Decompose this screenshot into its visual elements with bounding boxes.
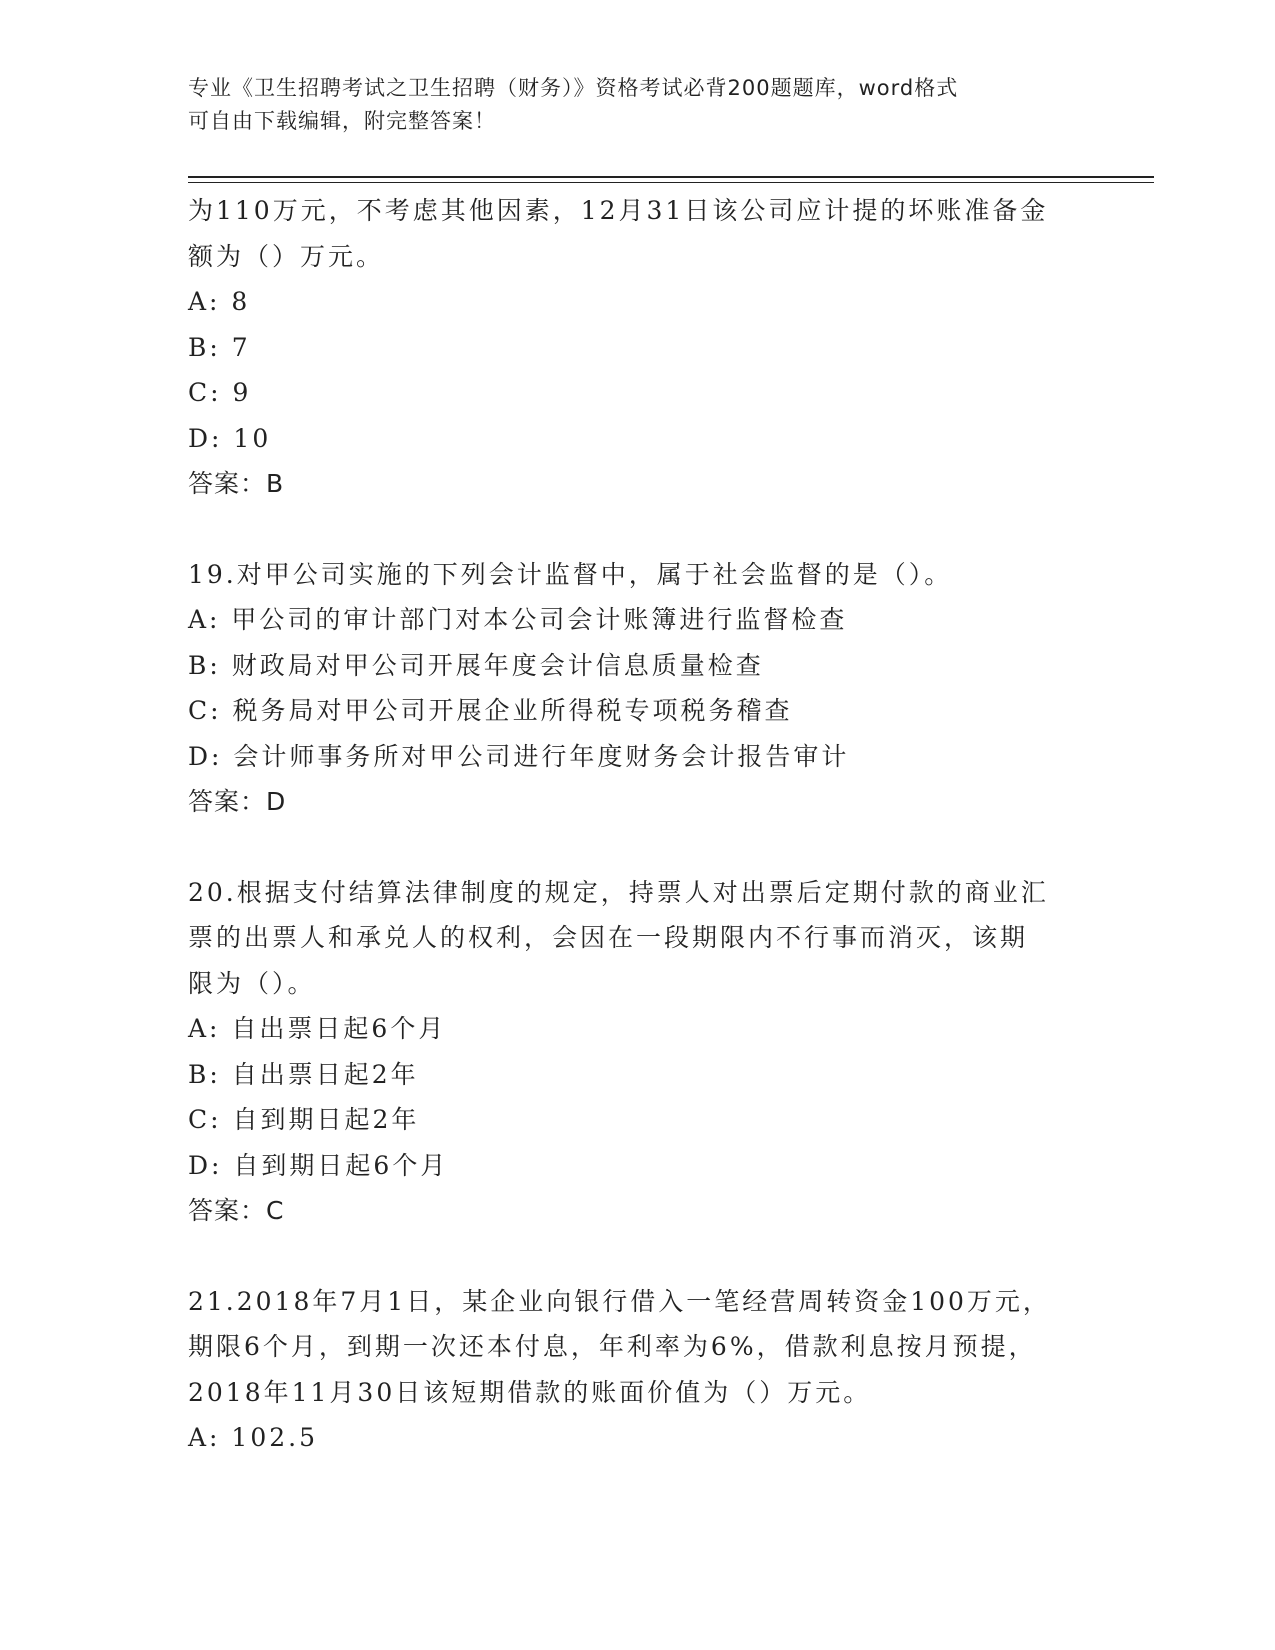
answer-label: 答案：B [188, 469, 285, 498]
question-stem-line: 限为（）。 [188, 968, 316, 998]
option-c: C: 税务局对甲公司开展企业所得税专项税务稽查 [188, 696, 793, 725]
question-stem-line: 2018年11月30日该短期借款的账面价值为（）万元。 [188, 1377, 872, 1407]
option-a: A: 自出票日起6个月 [188, 1014, 447, 1043]
option-b: B: 7 [188, 332, 251, 362]
option-a: A: 8 [188, 287, 251, 316]
header-title-line-1: 专业《卫生招聘考试之卫生招聘（财务）》资格考试必背200题题库，word格式 [188, 76, 959, 100]
question-spacer [188, 1234, 1088, 1279]
question-stem-line: 19.对甲公司实施的下列会计监督中，属于社会监督的是（）。 [188, 559, 953, 589]
question-spacer [188, 825, 1088, 870]
option-d: D: 10 [188, 423, 272, 453]
question-spacer [188, 507, 1088, 552]
option-a: A: 甲公司的审计部门对本公司会计账簿进行监督检查 [188, 605, 848, 634]
question-20 [188, 870, 1088, 1234]
question-stem-line: 票的出票人和承兑人的权利，会因在一段期限内不行事而消灭，该期 [188, 923, 1029, 952]
question-19 [188, 552, 1088, 825]
option-c: C: 9 [188, 378, 252, 407]
option-b: B: 财政局对甲公司开展年度会计信息质量检查 [188, 650, 764, 680]
question-18 [188, 188, 1088, 507]
question-stem-line: 为110万元，不考虑其他因素，12月31日该公司应计提的坏账准备金 [188, 196, 1049, 225]
header-divider-thick [188, 176, 1154, 178]
question-stem-line: 20.根据支付结算法律制度的规定，持票人对出票后定期付款的商业汇 [188, 877, 1049, 907]
option-d: D: 会计师事务所对甲公司进行年度财务会计报告审计 [188, 741, 850, 771]
question-stem-line: 额为（）万元。 [188, 241, 385, 271]
question-list [188, 188, 1088, 1461]
answer-label: 答案：C [188, 1196, 285, 1225]
option-b: B: 自出票日起2年 [188, 1059, 419, 1089]
option-a: A: 102.5 [188, 1423, 318, 1452]
option-c: C: 自到期日起2年 [188, 1105, 420, 1134]
answer-label: 答案：D [188, 787, 287, 816]
header-title-line-2: 可自由下载编辑，附完整答案！ [188, 109, 496, 133]
question-stem-line: 21.2018年7月1日，某企业向银行借入一笔经营周转资金100万元， [188, 1286, 1051, 1316]
document-header [188, 72, 1088, 138]
option-d: D: 自到期日起6个月 [188, 1150, 449, 1180]
question-stem-line: 期限6个月，到期一次还本付息，年利率为6%，借款利息按月预提， [188, 1332, 1037, 1361]
question-21 [188, 1279, 1088, 1461]
header-divider-thin [188, 182, 1154, 183]
